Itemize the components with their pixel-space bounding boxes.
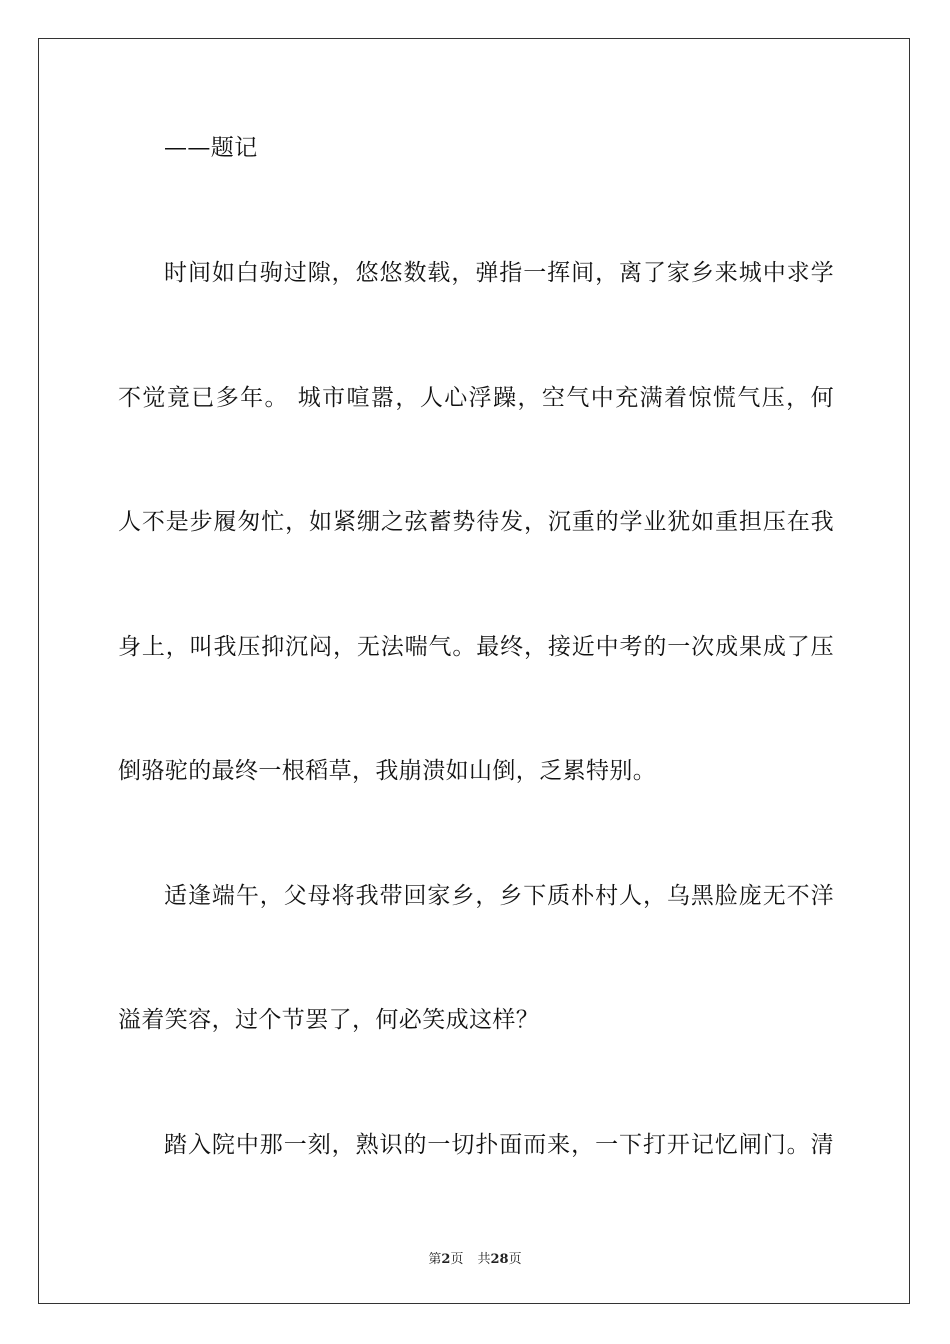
page-prefix: 第: [428, 1252, 442, 1267]
total-suffix: 页: [508, 1252, 522, 1267]
page-suffix: 页: [450, 1252, 464, 1267]
total-prefix: 共: [477, 1252, 491, 1267]
paragraph-line: 不觉竟已多年。 城市喧嚣，人心浮躁，空气中充满着惊慌气压，何: [118, 385, 834, 411]
page-border: [38, 38, 910, 1304]
paragraph-line: 倒骆驼的最终一根稻草，我崩溃如山倒，乏累特别。: [118, 758, 657, 784]
total-pages: 28: [490, 1252, 509, 1267]
paragraph-line: 身上，叫我压抑沉闷，无法喘气。最终，接近中考的一次成果成了压: [118, 634, 834, 660]
page-number: 2: [441, 1252, 451, 1267]
paragraph-line: 溢着笑容，过个节罢了，何必笑成这样？: [118, 1007, 540, 1033]
paragraph-line: 时间如白驹过隙，悠悠数载，弹指一挥间，离了家乡来城中求学: [164, 260, 834, 286]
epigraph-attribution: ——题记: [164, 135, 258, 161]
paragraph-line: 适逢端午，父母将我带回家乡，乡下质朴村人，乌黑脸庞无不洋: [164, 883, 834, 909]
paragraph-line: 人不是步履匆忙，如紧绷之弦蓄势待发，沉重的学业犹如重担压在我: [118, 509, 834, 535]
paragraph-line: 踏入院中那一刻，熟识的一切扑面而来，一下打开记忆闸门。清: [164, 1132, 834, 1158]
page-footer: [0, 1248, 950, 1267]
